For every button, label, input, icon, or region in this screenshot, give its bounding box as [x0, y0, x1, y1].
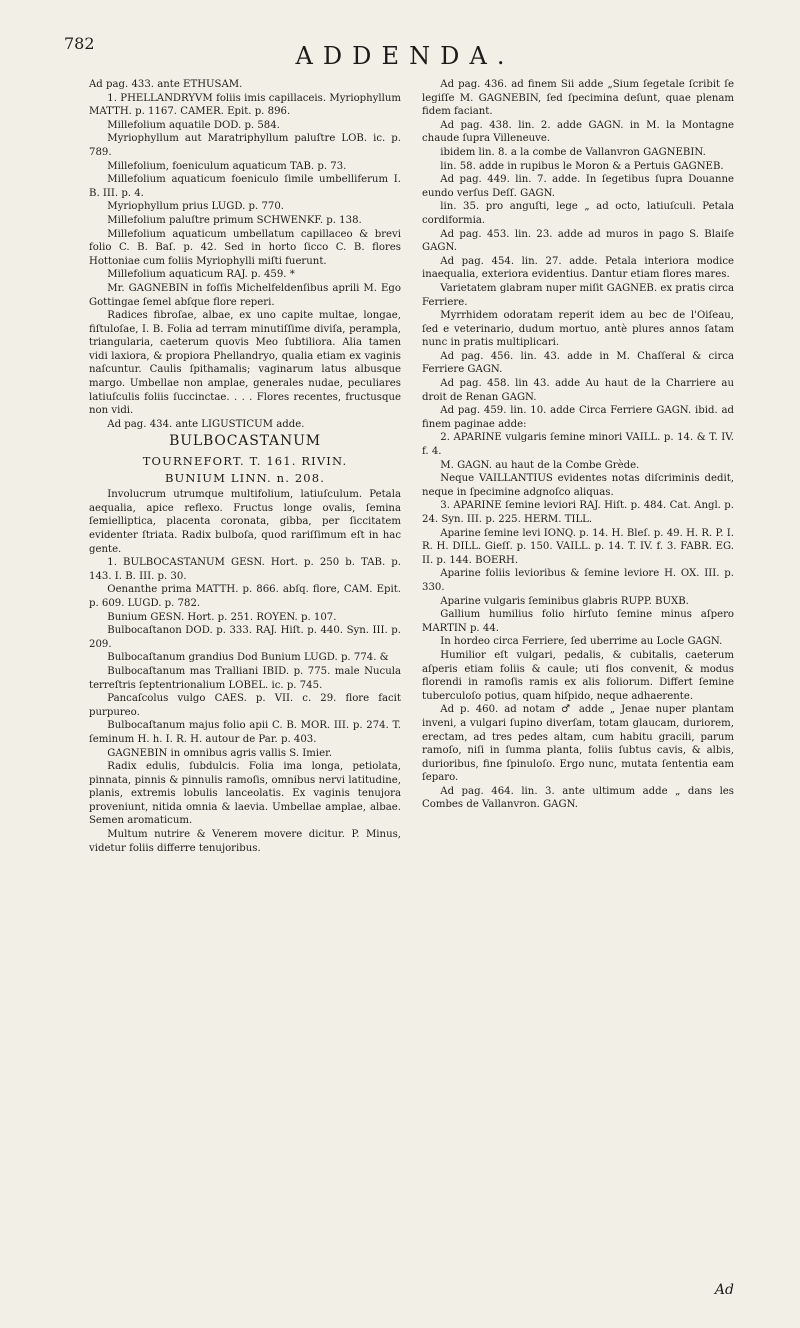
paragraph: Mr. GAGNEBIN in foſſis Michelfeldenſibus aprili M. Ego Gottingae ſemel abſque flore reperi. [89, 282, 401, 308]
paragraph: Ad pag. 434. ante LIGUSTICUM adde. [107, 418, 305, 430]
paragraph: ibidem lin. 8. a la combe de Vallanvron GAGNEBIN. [440, 146, 706, 158]
paragraph: Ad pag. 453. lin. 23. adde ad muros in pago S. Blaiſe GAGN. [422, 228, 734, 254]
paragraph: Ad pag. 449. lin. 7. adde. In ſegetibus ſupra Douanne eundo verſus Deſſ. GAGN. [422, 174, 734, 199]
paragraph: Humilior eſt vulgari, pedalis, & cubitalis, caeterum aſperis etiam foliis & caule; uti flos convenit, & modus florendi in ramoſis ramis ex alis foliorum. Differt ſemine tuberculoſo potius, quam hiſpido, neque adhaerente. [422, 649, 734, 702]
paragraph: Bulbocaſtanon DOD. p. 333. RAJ. Hiſt. p. 440. Syn. III. p. 209. [89, 625, 401, 650]
paragraph: Ad pag. 438. lin. 2. adde GAGN. in M. la Montagne chaude ſupra Villeneuve. [422, 119, 734, 145]
paragraph: Bunium GESN. Hort. p. 251. ROYEN. p. 107. [107, 611, 337, 623]
paragraph: Ad pag. 436. ad finem Sii adde „Sium ſegetale ſcribit ſe legiſſe M. GAGNEBIN, ſed ſpecimina deſunt, quae plenam fidem faciant. [422, 79, 734, 118]
paragraph: Aparine vulgaris ſeminibus glabris RUPP. BUXB. [440, 595, 689, 607]
paragraph: Ad p. 460. ad notam ♂ adde „ Jenae nuper plantam inveni, a vulgari ſupino diverſam, totam glaucam, duriorem, erectam, ad tres pedes altam, cum habitu gracili, parum ramoſo, niſi in ſumma planta, foliis ſubtus cavis, & albis, durioribus, fine ſpinuloſo. Ergo nunc, mutata ſententia eam ſeparo. [422, 704, 734, 784]
paragraph: 1. PHELLANDRYVM foliis imis capillaceis. Myriophyllum MATTH. p. 1167. CAMER. Epit. p. 896. [89, 92, 401, 118]
paragraph: Varietatem glabram nuper miſit GAGNEB. ex pratis circa Ferriere. [422, 282, 734, 308]
paragraph: 3. APARINE ſemine leviori RAJ. Hiſt. p. 484. Cat. Angl. p. 24. Syn. III. p. 225. HERM. TILL. [422, 500, 734, 525]
paragraph: Millefolium, foeniculum aquaticum TAB. p. 73. [107, 160, 347, 172]
paragraph: Ad pag. 464. lin. 3. ante ultimum adde „ dans les Combes de Vallanvron. GAGN. [422, 785, 734, 811]
paragraph: Bulbocaſtanum mas Tralliani IBID. p. 775. male Nucula terreſtris ſeptentrionalium LOBEL. ic. p. 745. [89, 665, 401, 691]
paragraph: Millefolium aquaticum umbellatum capillaceo & brevi folio C. B. Baſ. p. 42. Sed in horto ſicco C. B. flores Hottoniae cum foliis Myriophylli miſti fuerunt. [89, 228, 401, 267]
paragraph: Gallium humilius folio hirſuto ſemine minus aſpero MARTIN p. 44. [422, 609, 734, 634]
paragraph: lin. 35. pro anguſti, lege „ ad octo, latiuſculi. Petala cordiformia. [422, 201, 734, 226]
paragraph: Millefolium paluſtre primum SCHWENKF. p. 138. [107, 214, 362, 226]
paragraph: Bulbocaſtanum grandius Dod Bunium LUGD. p. 774. & [107, 652, 389, 664]
paragraph: Neque VAILLANTIUS evidentes notas diſcriminis dedit, neque in ſpecimine adgnoſco aliquas. [422, 473, 734, 498]
paragraph: Aparine foliis levioribus & ſemine leviore H. OX. III. p. 330. [422, 568, 734, 593]
paragraph: 2. APARINE vulgaris ſemine minori VAILL. p. 14. & T. IV. f. 4. [422, 432, 734, 458]
paragraph: Ad pag. 459. lin. 10. adde Circa Ferriere GAGN. ibid. ad finem paginae adde: [422, 405, 734, 430]
page-number: 782 [64, 34, 95, 53]
paragraph: Myrrhidem odoratam reperit idem au bec de l'Oiſeau, ſed e veterinario, dudum mortuo, antè plures annos ſatam nunc in pratis multiplicari. [422, 310, 734, 349]
page-header [0, 18, 800, 78]
paragraph: M. GAGN. au haut de la Combe Grède. [440, 459, 640, 471]
paragraph: Ad pag. 458. lin 43. adde Au haut de la Charriere au droit de Renan GAGN. [422, 378, 734, 403]
running-title: ADDENDA. [295, 42, 515, 70]
paragraph: Ad pag. 456. lin. 43. adde in M. Chaſſeral & circa Ferriere GAGN. [422, 350, 734, 376]
paragraph: Millefolium aquatile DOD. p. 584. [107, 119, 280, 131]
paragraph: Multum nutrire & Venerem movere dicitur. P. Minus, videtur foliis differre tenujoribus. [89, 829, 401, 854]
paragraph: Millefolium aquaticum foeniculo ſimile umbelliferum I. B. III. p. 4. [89, 174, 401, 199]
section-refs: TOURNEFORT. T. 161. RIVIN. [142, 454, 348, 469]
catchword: Ad [714, 1282, 734, 1298]
paragraph: lin. 58. adde in rupibus le Moron & a Pertuis GAGNEB. [440, 160, 724, 172]
paragraph: Millefolium aquaticum RAJ. p. 459. * [107, 269, 295, 281]
paragraph: Oenanthe prima MATTH. p. 866. abſq. flore, CAM. Epit. p. 609. LUGD. p. 782. [89, 584, 401, 609]
right-column [422, 78, 734, 812]
paragraph: Radices fibroſae, albae, ex uno capite multae, longae, fiſtuloſae, I. B. Folia ad terram minutiſſime diviſa, perampla, triangularia, caeterum quovis Meo ſubtiliora. Alia tamen vidi laxiora, & propiora Phellandryo, qualia etiam ex vaginis naſcuntur. Caulis ſpithamalis; vaginarum latus albusque margo. Umbellae non amplae, generales nudae, peculiares latiuſculis foliis ſuccinctae. . . . Flores recentes, fructusque non vidi. [89, 310, 401, 417]
paragraph: 1. BULBOCASTANUM GESN. Hort. p. 250 b. TAB. p. 143. I. B. III. p. 30. [89, 557, 401, 582]
paragraph: Myriophyllum aut Maratriphyllum paluſtre LOB. ic. p. 789. [89, 133, 401, 158]
paragraph: Aparine ſemine levi IONQ. p. 14. H. Bleſ. p. 49. H. R. P. I. R. H. DILL. Gieſſ. p. 150. VAILL. p. 14. T. IV. f. 3. FABR. EG. II. p. 144. BOERH. [422, 527, 734, 566]
left-column [89, 78, 401, 855]
paragraph: Myriophyllum prius LUGD. p. 770. [107, 201, 285, 213]
paragraph: GAGNEBIN in omnibus agris vallis S. Imier. [107, 747, 333, 759]
paragraph: Ad pag. 433. ante ETHUSAM. [89, 79, 243, 90]
paragraph: Radix edulis, ſubdulcis. Folia ima longa, petiolata, pinnata, pinnis & pinnulis ramoſis, omnibus nervi latitudine, planis, extremis lobulis lanceolatis. Ex vaginis tenujora proveniunt, nitida omnia & laevia. Umbellae amplae, albae. Semen aromaticum. [89, 761, 401, 827]
paragraph: Ad pag. 454. lin. 27. adde. Petala interiora modice inaequalia, exteriora evidentius. Dantur etiam flores mares. [422, 255, 734, 281]
section-subheading: BUNIUM LINN. n. 208. [164, 470, 326, 485]
paragraph: Pancaſcolus vulgo CAES. p. VII. c. 29. flore facit purpureo. [89, 693, 401, 718]
section-heading: BULBOCASTANUM [169, 433, 321, 450]
paragraph: In hordeo circa Ferriere, ſed uberrime au Locle GAGN. [440, 636, 723, 648]
paragraph: Bulbocaſtanum majus folio apii C. B. MOR. III. p. 274. T. ſeminum H. h. I. R. H. autour de Par. p. 403. [89, 720, 401, 745]
paragraph: Involucrum utrumque multifolium, latiuſculum. Petala aequalia, apice reflexo. Fructus longe ovalis, ſemina ſemielliptica, placenta coronata, gibba, per ſiccitatem evidenter ſtriata. Radix bulboſa, quod rariſſimum eſt in hac gente. [89, 489, 401, 555]
